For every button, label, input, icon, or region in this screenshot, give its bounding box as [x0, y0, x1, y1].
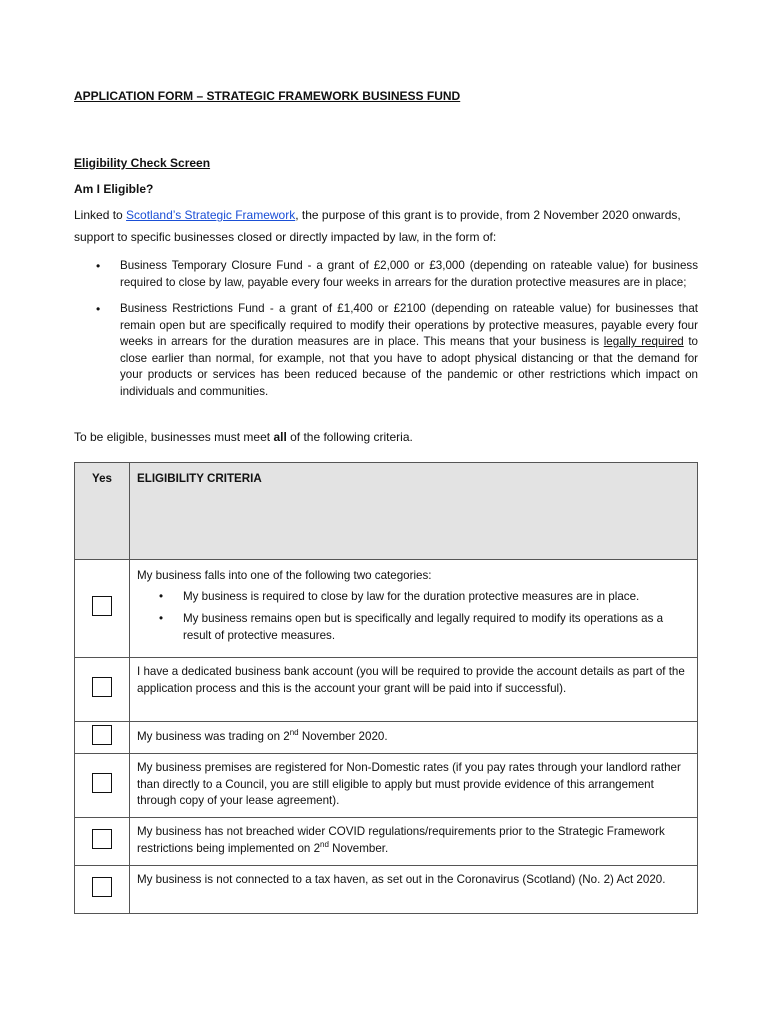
criteria-cell — [130, 722, 698, 754]
list-item — [137, 589, 690, 606]
eligibility-suffix: of the following criteria. — [286, 430, 413, 444]
intro-suffix: , the purpose of this grant is to provide, from 2 November 2020 onwards, support to specific businesses closed or directly impacted by law, in the form of: — [74, 208, 681, 244]
yes-column-header: Yes — [75, 463, 130, 560]
criteria-cell — [130, 818, 698, 866]
criteria-column-header: ELIGIBILITY CRITERIA — [130, 463, 698, 560]
eligibility-table — [74, 462, 698, 914]
fund-list — [74, 258, 698, 410]
restrictions-fund-text-a: Business Restrictions Fund - a grant of £1,400 or £2100 (depending on rateable value) for businesses that remain open but are specifically required to modify their operations by protective measures, payable every four weeks in arrears for the duration measures are in place. This means that your business is — [120, 302, 698, 348]
criteria-checkbox-3[interactable] — [92, 725, 112, 745]
criteria-checkbox-6[interactable] — [92, 877, 112, 897]
criteria-5-text-b: November. — [328, 841, 389, 855]
bullet-icon: • — [159, 589, 164, 603]
eligibility-statement — [74, 430, 413, 444]
criteria-checkbox-4[interactable] — [92, 773, 112, 793]
checkbox-cell — [75, 754, 130, 818]
criteria-cell: My business premises are registered for Non-Domestic rates (if you pay rates through your landlord rather than directly to a Council, you are still eligible to apply but must provide evidence of this arrangement through copy of your lease agreement). — [130, 754, 698, 818]
closure-fund-text: Business Temporary Closure Fund - a grant of £2,000 or £3,000 (depending on rateable value) for business required to close by law, payable every four weeks in arrears for the duration protective measures are in place; — [120, 259, 698, 289]
criteria-cell — [130, 560, 698, 658]
eligibility-prefix: To be eligible, businesses must meet — [74, 430, 274, 444]
list-item — [74, 258, 698, 291]
strategic-framework-link[interactable]: Scotland’s Strategic Framework — [126, 208, 296, 222]
intro-prefix: Linked to — [74, 208, 127, 222]
page-title: APPLICATION FORM – STRATEGIC FRAMEWORK BUSINESS FUND — [74, 89, 461, 103]
checkbox-cell — [75, 658, 130, 722]
table-row — [75, 754, 698, 818]
eligibility-bold: all — [273, 430, 287, 444]
section-heading: Eligibility Check Screen — [74, 156, 211, 170]
table-row — [75, 722, 698, 754]
intro-paragraph — [74, 204, 694, 248]
list-item — [137, 611, 690, 644]
bullet-icon: • — [159, 612, 164, 625]
checkbox-cell — [75, 560, 130, 658]
checkbox-cell — [75, 722, 130, 754]
criteria-checkbox-5[interactable] — [92, 829, 112, 849]
criteria-5-text-a: My business has not breached wider COVID regulations/requirements prior to the Strategic Framework restrictions being implemented on 2 — [137, 825, 665, 855]
criteria-checkbox-2[interactable] — [92, 677, 112, 697]
checkbox-cell — [75, 818, 130, 866]
table-row — [75, 866, 698, 914]
criteria-checkbox-1[interactable] — [92, 596, 112, 616]
question-heading: Am I Eligible? — [74, 182, 154, 196]
criteria-1-intro: My business falls into one of the following two categories: — [137, 569, 432, 582]
table-row — [75, 818, 698, 866]
criteria-cell: My business is not connected to a tax haven, as set out in the Coronavirus (Scotland) (No. 2) Act 2020. — [130, 866, 698, 914]
bullet-icon: • — [96, 302, 101, 316]
checkbox-cell — [75, 866, 130, 914]
criteria-3-text-b: November 2020. — [298, 730, 388, 744]
criteria-3-text-a: My business was trading on 2 — [137, 730, 290, 744]
criteria-5-sup: nd — [320, 839, 329, 849]
criteria-1-option-2: My business remains open but is specifically and legally required to modify its operations as a result of protective measures. — [183, 612, 664, 642]
table-header-row — [75, 463, 698, 560]
criteria-1-list — [137, 589, 690, 645]
list-item — [74, 301, 698, 400]
criteria-1-option-1: My business is required to close by law for the duration protective measures are in place. — [183, 589, 640, 603]
legally-required-text: legally required — [603, 335, 684, 348]
bullet-icon: • — [96, 259, 101, 273]
table-row — [75, 658, 698, 722]
criteria-cell: I have a dedicated business bank account (you will be required to provide the account details as part of the application process and this is the account your grant will be paid into if successful). — [130, 658, 698, 722]
criteria-3-sup: nd — [289, 728, 299, 738]
table-row — [75, 560, 698, 658]
restrictions-fund-text-b: to close earlier than normal, for example, not that you have to adopt physical distancing or that the demand for your products or services has been reduced because of the pandemic or other restrictions which impact on individuals and communities. — [120, 335, 698, 398]
